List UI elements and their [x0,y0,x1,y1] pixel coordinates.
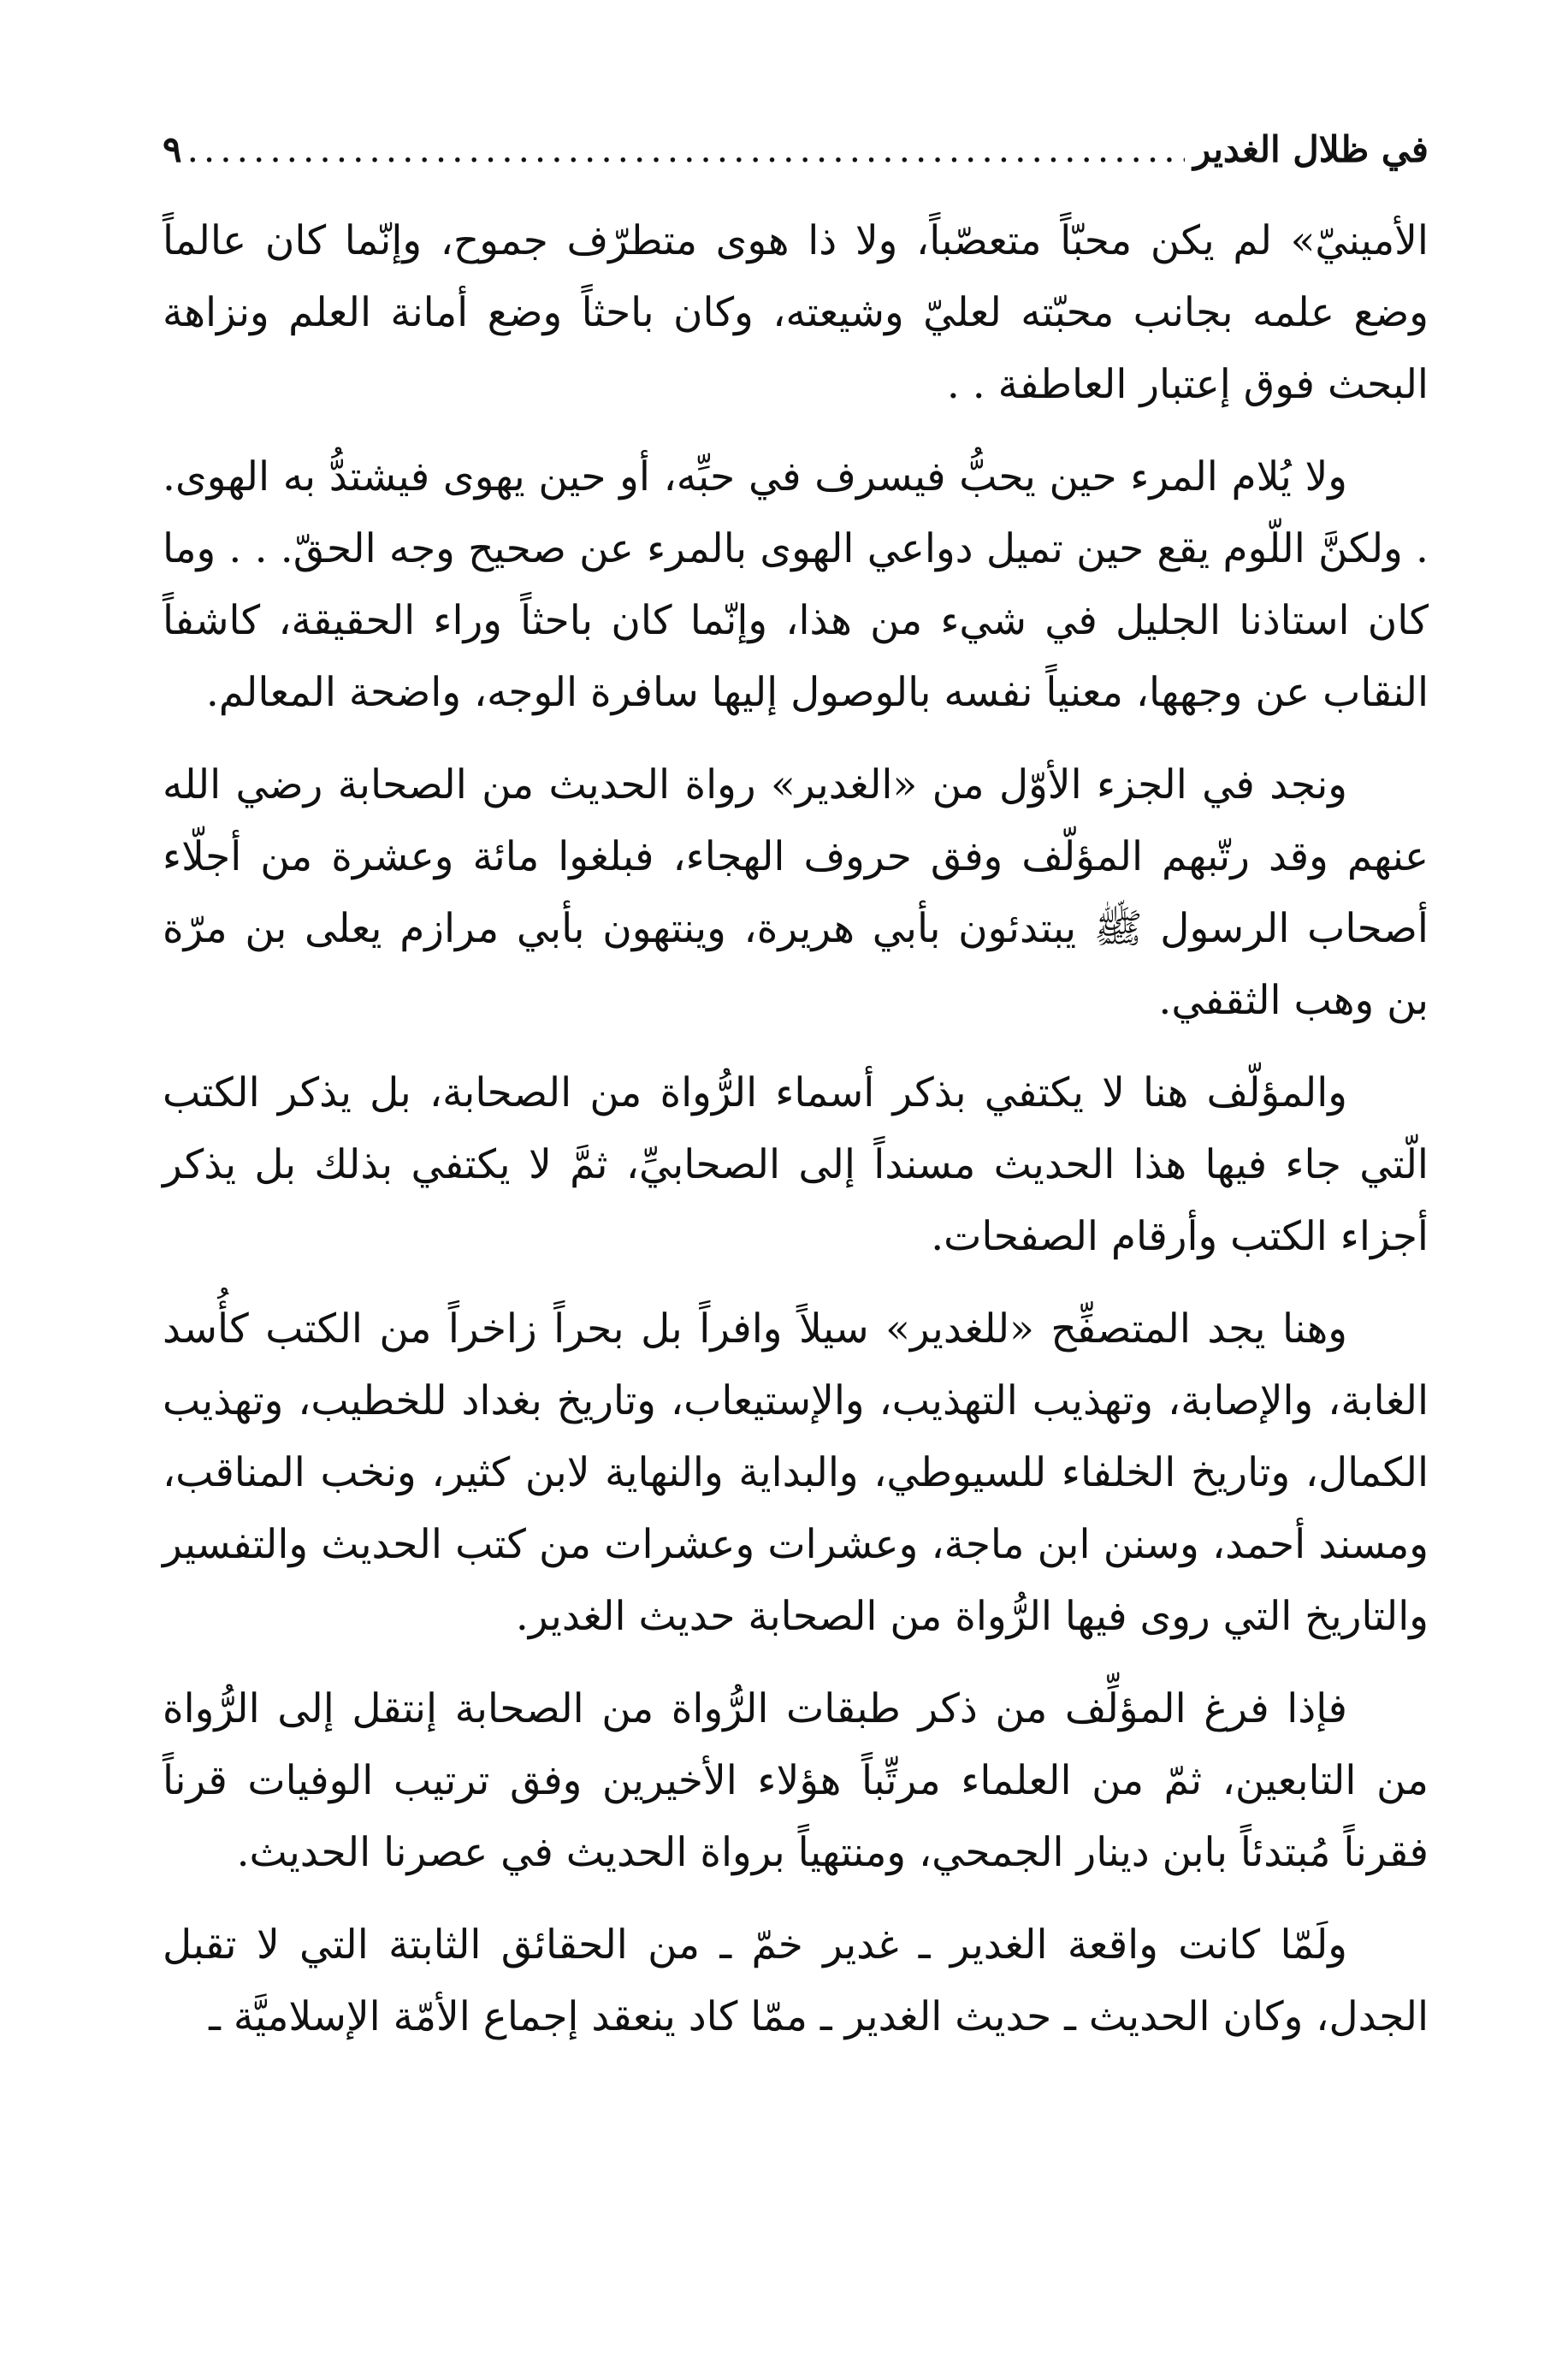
paragraph: الأمينيّ» لم يكن محبّاً متعصّباً، ولا ذا هوى متطرّف جموح، وإنّما كان عالماً وضع علمه بجانب محبّته لعليّ وشيعته، وكان باحثاً وضع أمانة العلم ونزاهة البحث فوق إعتبار العاطفة . . [163,217,1429,408]
body-text [163,205,1429,2053]
leader-dots [187,128,1185,170]
page-number: ٩ [163,128,182,170]
paragraph: فإذا فرغ المؤلِّف من ذكر طبقات الرُّواة من الصحابة إنتقل إلى الرُّواة من التابعين، ثمّ من العلماء مرتِّباً هؤلاء الأخيرين وفق ترتيب الوفيات قرناً فقرناً مُبتدئاً بابن دينار الجمحي، ومنتهياً برواة الحديث في عصرنا الحديث. [163,1685,1429,1876]
paragraph: والمؤلّف هنا لا يكتفي بذكر أسماء الرُّواة من الصحابة، بل يذكر الكتب الّتي جاء فيها هذا الحديث مسنداً إلى الصحابيِّ، ثمَّ لا يكتفي بذلك بل يذكر أجزاء الكتب وأرقام الصفحات. [163,1069,1429,1260]
running-header [163,128,1429,188]
running-title: في ظلال الغدير [1193,128,1429,170]
paragraph: وهنا يجد المتصفِّح «للغدير» سيلاً وافراً بل بحراً زاخراً من الكتب كأُسد الغابة، والإصابة، وتهذيب التهذيب، والإستيعاب، وتاريخ بغداد للخطيب، وتهذيب الكمال، وتاريخ الخلفاء للسيوطي، والبداية والنهاية لابن كثير، ونخب المناقب، ومسند أحمد، وسنن ابن ماجة، وعشرات وعشرات من كتب الحديث والتفسير والتاريخ التي روى فيها الرُّواة من الصحابة حديث الغدير. [163,1305,1429,1640]
paragraph: ولَمّا كانت واقعة الغدير ـ غدير خمّ ـ من الحقائق الثابتة التي لا تقبل الجدل، وكان الحديث ـ حديث الغدير ـ ممّا كاد ينعقد إجماع الأمّة الإسلاميَّة ـ [163,1921,1429,2040]
paragraph: ونجد في الجزء الأوّل من «الغدير» رواة الحديث من الصحابة رضي الله عنهم وقد رتّبهم المؤلّف وفق حروف الهجاء، فبلغوا مائة وعشرة من أجلّاء أصحاب الرسول ﷺ يبتدئون بأبي هريرة، وينتهون بأبي مرازم يعلى بن مرّة بن وهب الثقفي. [163,761,1429,1024]
paragraph: ولا يُلام المرء حين يحبُّ فيسرف في حبِّه، أو حين يهوى فيشتدُّ به الهوى. . ولكنَّ اللّوم يقع حين تميل دواعي الهوى بالمرء عن صحيح وجه الحقّ. . . وما كان استاذنا الجليل في شيء من هذا، وإنّما كان باحثاً وراء الحقيقة، كاشفاً النقاب عن وجهها، معنياً نفسه بالوصول إليها سافرة الوجه، واضحة المعالم. [163,453,1429,716]
document-page [163,128,1429,2318]
